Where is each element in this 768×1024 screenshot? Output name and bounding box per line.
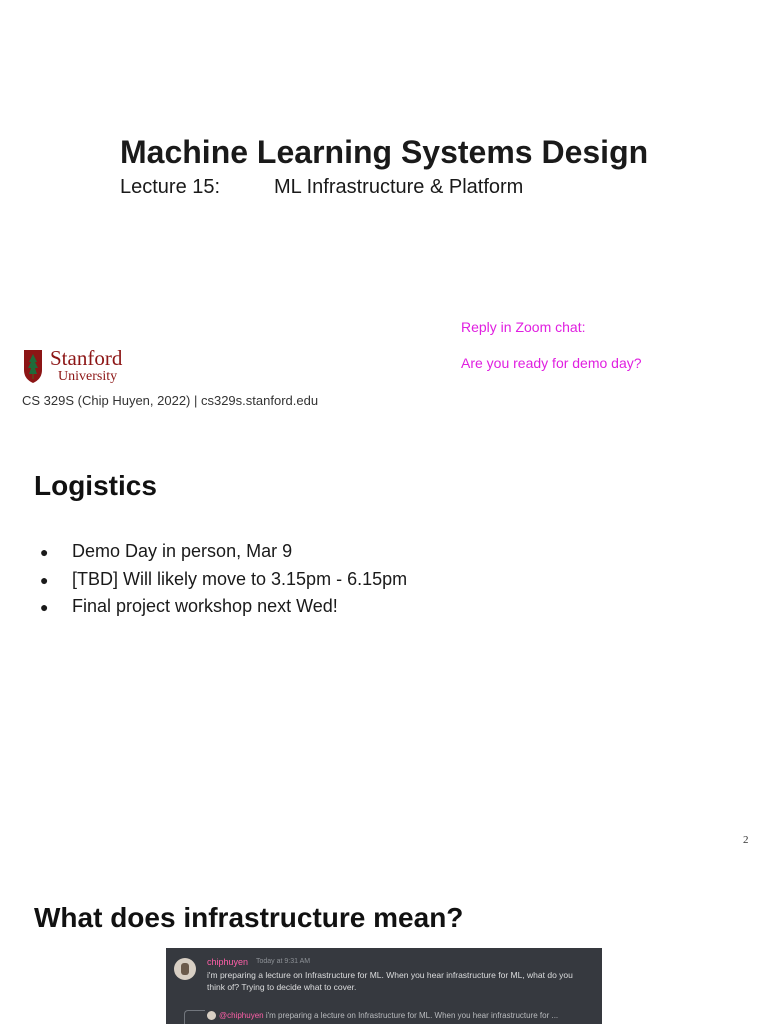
chat-screenshot	[166, 948, 602, 1024]
chat-message: i'm preparing a lecture on Infrastructure for ML. When you hear infrastructure for ML, what do you think of? Trying to decide what to cover.	[207, 970, 573, 992]
zoom-chat-question: Are you ready for demo day?	[461, 355, 642, 371]
chat-timestamp: Today at 9:31 AM	[256, 958, 311, 965]
infrastructure-heading: What does infrastructure mean?	[34, 902, 464, 933]
bullet-icon: ●	[40, 599, 49, 615]
reply-text: i'm preparing a lecture on Infrastructure for ML. When you hear infrastructure for ...	[265, 1011, 559, 1020]
list-item: ● Final project workshop next Wed!	[40, 593, 407, 621]
logistics-list	[40, 538, 407, 621]
title-slide	[0, 0, 768, 420]
stanford-logo	[22, 348, 132, 386]
stanford-wordmark: Stanford University	[50, 346, 123, 384]
lecture-subtitle	[120, 176, 523, 199]
course-footer: CS 329S (Chip Huyen, 2022) | cs329s.stanford.edu	[22, 393, 319, 408]
reply-mention: @chiphuyen	[219, 1011, 264, 1020]
bullet-icon: ●	[40, 571, 49, 588]
reply-connector	[184, 1010, 205, 1024]
zoom-chat-prompt: Reply in Zoom chat:	[461, 319, 586, 335]
bullet-icon: ●	[40, 544, 49, 560]
lecture-topic: ML Infrastructure & Platform	[274, 176, 524, 198]
avatar	[174, 958, 196, 980]
lecture-number: Lecture 15:	[120, 176, 221, 198]
reply-avatar	[207, 1011, 216, 1020]
list-item: ● [TBD] Will likely move to 3.15pm - 6.15pm	[40, 566, 407, 594]
page-number: 2	[743, 834, 749, 846]
chat-reply	[219, 1011, 558, 1020]
list-item: ● Demo Day in person, Mar 9	[40, 538, 407, 566]
chat-username: chiphuyen	[207, 957, 249, 967]
page-title: Machine Learning Systems Design	[120, 134, 649, 170]
logistics-heading: Logistics	[34, 470, 157, 501]
stanford-tree-icon	[22, 348, 44, 384]
